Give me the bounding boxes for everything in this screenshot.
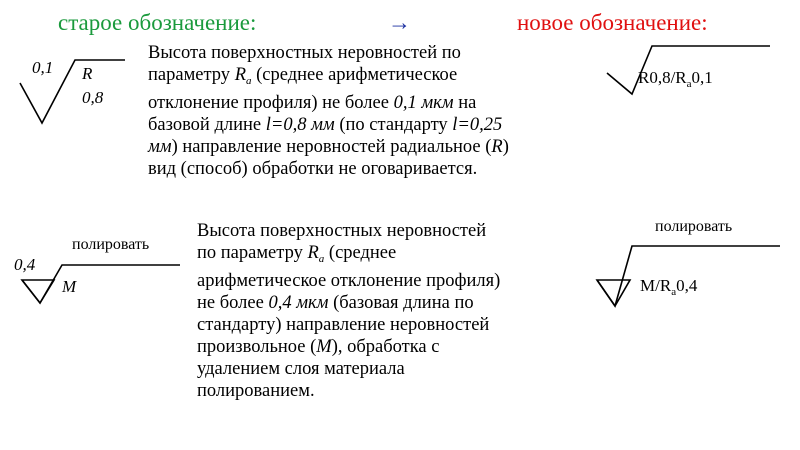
example1-description: Высота поверхностных неровностей по параметру $R_a$ (среднее арифметическое отклонение профиля) не более 0,1 мкм на базовой длине l=0,8 мм (по стандарту l=0,25 мм) направление неровностей радиальное (R) вид (способ) обработки не оговаривается.	[148, 43, 509, 179]
new2-label: $M/R_a0,4$	[640, 276, 698, 298]
old1-base-length: 0,8	[82, 88, 104, 107]
arrow-right-icon: →	[388, 10, 411, 35]
old2-process: полировать	[72, 236, 150, 253]
new1-label: $R0,8/R_a0,1$	[638, 68, 713, 90]
old1-value: 0,1	[32, 58, 54, 77]
example2-description: Высота поверхностных неровностей по параметру $R_a$ (среднее арифметическое отклонение профиля) не более 0,4 мкм (базовая длина по стандарту) направление неровностей произвольное (М), обработка с удалением слоя материала полированием.	[197, 221, 501, 401]
old2-direction: M	[62, 277, 77, 296]
old-designation-header: старое обозначение:	[58, 10, 257, 35]
new-designation-header: новое обозначение:	[517, 10, 708, 35]
old2-value: 0,4	[14, 255, 36, 274]
new2-process: полировать	[655, 218, 733, 235]
old1-direction: R	[82, 64, 93, 83]
